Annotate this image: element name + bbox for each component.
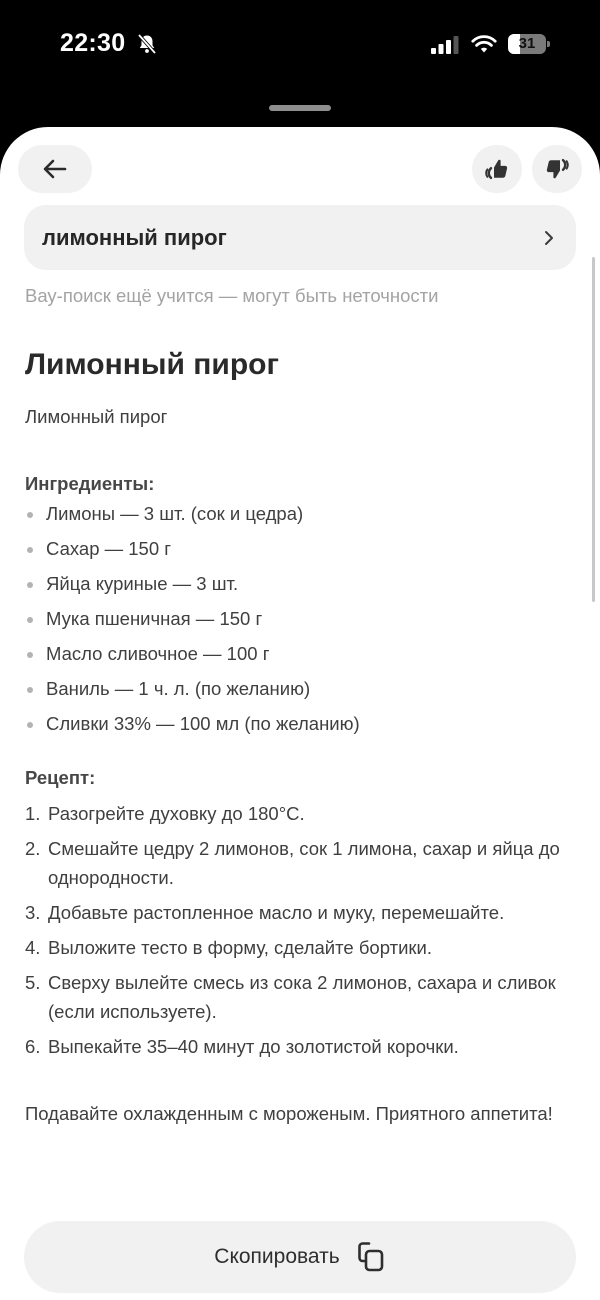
- ingredient-item: Сахар — 150 г: [25, 537, 575, 561]
- bell-slash-icon: [136, 33, 158, 55]
- ingredient-item: Ваниль — 1 ч. л. (по желанию): [25, 677, 575, 701]
- bullet-icon: [27, 547, 33, 553]
- ingredient-item: Сливки 33% — 100 мл (по желанию): [25, 712, 575, 736]
- answer-content: [25, 343, 575, 1128]
- disclaimer-text: Вау-поиск ещё учится — могут быть неточности: [25, 285, 439, 306]
- copy-button-label: Скопировать: [214, 1245, 340, 1268]
- ingredients-list: [25, 502, 575, 736]
- search-query-bar[interactable]: [24, 205, 576, 270]
- recipe-steps: [25, 799, 575, 1061]
- bullet-icon: [27, 512, 33, 518]
- answer-sheet: [0, 127, 600, 1300]
- like-button[interactable]: [472, 145, 522, 193]
- dislike-button[interactable]: [532, 145, 582, 193]
- bullet-icon: [27, 687, 33, 693]
- ingredient-item: Масло сливочное — 100 г: [25, 642, 575, 666]
- bullet-icon: [27, 652, 33, 658]
- recipe-step: 4. Выложите тесто в форму, сделайте бортики.: [25, 937, 432, 958]
- ingredients-heading: Ингредиенты:: [25, 473, 155, 494]
- copy-button[interactable]: [24, 1221, 576, 1293]
- signal-icon: [430, 35, 460, 55]
- status-bar: [0, 0, 600, 90]
- sheet-grabber[interactable]: [269, 105, 331, 111]
- closing-text: Подавайте охлажденным с мороженым. Приятного аппетита!: [25, 1103, 553, 1124]
- status-time: 22:30: [60, 29, 126, 57]
- thumbs-up-icon: [484, 156, 510, 182]
- bullet-icon: [27, 582, 33, 588]
- answer-subtitle: Лимонный пирог: [25, 406, 168, 427]
- recipe-heading: Рецепт:: [25, 767, 96, 788]
- scrollbar[interactable]: [592, 257, 595, 602]
- ingredient-item: Лимоны — 3 шт. (сок и цедра): [25, 502, 575, 526]
- back-button[interactable]: [18, 145, 92, 193]
- arrow-left-icon: [42, 158, 68, 180]
- chevron-right-icon: [542, 229, 556, 247]
- recipe-step: 6. Выпекайте 35–40 минут до золотистой корочки.: [25, 1036, 459, 1057]
- battery-level: 31: [518, 35, 536, 52]
- bullet-icon: [27, 722, 33, 728]
- thumbs-down-icon: [544, 156, 570, 182]
- ingredient-item: Яйца куриные — 3 шт.: [25, 572, 575, 596]
- recipe-step: 1. Разогрейте духовку до 180°C.: [25, 803, 305, 824]
- copy-icon: [356, 1241, 386, 1273]
- battery-icon: [508, 34, 550, 54]
- recipe-step: 5. Сверху вылейте смесь из сока 2 лимонов, сахара и сливок (если используете).: [25, 972, 556, 1022]
- answer-title: Лимонный пирог: [25, 348, 279, 381]
- wifi-icon: [471, 33, 497, 55]
- ingredient-item: Мука пшеничная — 150 г: [25, 607, 575, 631]
- recipe-step: 2. Смешайте цедру 2 лимонов, сок 1 лимона, сахар и яйца до однородности.: [25, 838, 560, 888]
- search-query-text: лимонный пирог: [42, 224, 227, 250]
- recipe-step: 3. Добавьте растопленное масло и муку, перемешайте.: [25, 902, 505, 923]
- bullet-icon: [27, 617, 33, 623]
